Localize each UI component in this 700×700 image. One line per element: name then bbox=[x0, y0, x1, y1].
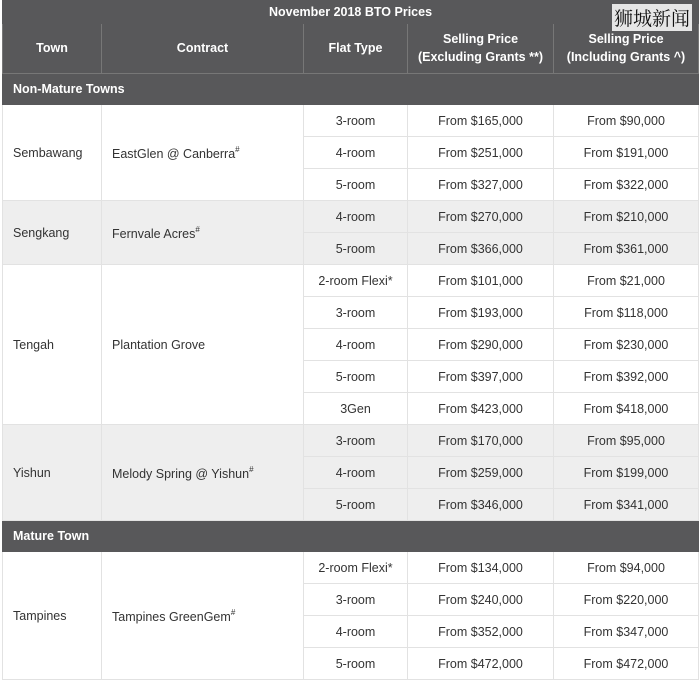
flat-type-cell: 5-room bbox=[304, 648, 408, 680]
price-including-cell: From $361,000 bbox=[554, 233, 699, 265]
header-flat-type: Flat Type bbox=[304, 24, 408, 74]
header-price-excluding: Selling Price (Excluding Grants **) bbox=[408, 24, 554, 74]
town-cell: Tampines bbox=[3, 552, 102, 680]
section-label: Non-Mature Towns bbox=[3, 74, 699, 105]
price-excluding-cell: From $134,000 bbox=[408, 552, 554, 584]
table-row bbox=[3, 425, 699, 457]
flat-type-cell: 5-room bbox=[304, 233, 408, 265]
price-excluding-cell: From $366,000 bbox=[408, 233, 554, 265]
flat-type-cell: 5-room bbox=[304, 169, 408, 201]
price-including-cell: From $220,000 bbox=[554, 584, 699, 616]
flat-type-cell: 3-room bbox=[304, 105, 408, 137]
watermark-text: 狮城新闻 bbox=[612, 4, 692, 31]
flat-type-cell: 3-room bbox=[304, 297, 408, 329]
town-cell: Yishun bbox=[3, 425, 102, 521]
price-excluding-cell: From $290,000 bbox=[408, 329, 554, 361]
price-including-cell: From $472,000 bbox=[554, 648, 699, 680]
header-price-including: Selling Price (Including Grants ^) bbox=[554, 24, 699, 74]
contract-cell bbox=[102, 425, 304, 521]
town-cell: Sembawang bbox=[3, 105, 102, 201]
town-cell: Sengkang bbox=[3, 201, 102, 265]
contract-footnote-mark: # bbox=[230, 607, 236, 617]
table-row bbox=[3, 552, 699, 584]
flat-type-cell: 2-room Flexi* bbox=[304, 552, 408, 584]
price-including-cell: From $347,000 bbox=[554, 616, 699, 648]
flat-type-cell: 3Gen bbox=[304, 393, 408, 425]
price-excluding-cell: From $193,000 bbox=[408, 297, 554, 329]
flat-type-cell: 5-room bbox=[304, 361, 408, 393]
price-excluding-cell: From $270,000 bbox=[408, 201, 554, 233]
price-excluding-cell: From $352,000 bbox=[408, 616, 554, 648]
price-including-cell: From $418,000 bbox=[554, 393, 699, 425]
table-row bbox=[3, 105, 699, 137]
town-cell: Tengah bbox=[3, 265, 102, 425]
price-including-cell: From $95,000 bbox=[554, 425, 699, 457]
price-including-cell: From $90,000 bbox=[554, 105, 699, 137]
contract-cell bbox=[102, 201, 304, 265]
contract-footnote-mark: # bbox=[235, 144, 240, 154]
bto-price-table bbox=[2, 0, 699, 680]
flat-type-cell: 4-room bbox=[304, 137, 408, 169]
flat-type-cell: 4-room bbox=[304, 329, 408, 361]
price-including-cell: From $199,000 bbox=[554, 457, 699, 489]
table-title: November 2018 BTO Prices bbox=[3, 1, 699, 24]
flat-type-cell: 3-room bbox=[304, 425, 408, 457]
price-including-cell: From $341,000 bbox=[554, 489, 699, 521]
price-including-cell: From $21,000 bbox=[554, 265, 699, 297]
contract-name: Melody Spring @ Yishun bbox=[112, 466, 250, 481]
contract-cell bbox=[102, 105, 304, 201]
contract-name: EastGlen @ Canberra bbox=[112, 146, 236, 161]
price-excluding-cell: From $240,000 bbox=[408, 584, 554, 616]
price-excluding-cell: From $101,000 bbox=[408, 265, 554, 297]
price-excluding-cell: From $251,000 bbox=[408, 137, 554, 169]
contract-name: Fernvale Acres bbox=[112, 226, 196, 241]
flat-type-cell: 5-room bbox=[304, 489, 408, 521]
contract-name: Tampines GreenGem bbox=[112, 609, 231, 624]
price-including-cell: From $210,000 bbox=[554, 201, 699, 233]
section-row bbox=[3, 521, 699, 552]
price-including-cell: From $392,000 bbox=[554, 361, 699, 393]
price-excluding-cell: From $423,000 bbox=[408, 393, 554, 425]
price-excluding-cell: From $346,000 bbox=[408, 489, 554, 521]
contract-footnote-mark: # bbox=[195, 224, 200, 234]
header-town: Town bbox=[3, 24, 102, 74]
flat-type-cell: 2-room Flexi* bbox=[304, 265, 408, 297]
contract-cell bbox=[102, 552, 304, 680]
header-contract: Contract bbox=[102, 24, 304, 74]
price-excluding-cell: From $472,000 bbox=[408, 648, 554, 680]
price-including-cell: From $118,000 bbox=[554, 297, 699, 329]
price-including-cell: From $322,000 bbox=[554, 169, 699, 201]
section-label: Mature Town bbox=[3, 521, 699, 552]
price-excluding-cell: From $327,000 bbox=[408, 169, 554, 201]
table-row bbox=[3, 201, 699, 233]
contract-name: Plantation Grove bbox=[112, 337, 206, 352]
price-including-cell: From $191,000 bbox=[554, 137, 699, 169]
price-excluding-cell: From $259,000 bbox=[408, 457, 554, 489]
flat-type-cell: 4-room bbox=[304, 201, 408, 233]
price-excluding-cell: From $397,000 bbox=[408, 361, 554, 393]
flat-type-cell: 4-room bbox=[304, 457, 408, 489]
price-excluding-cell: From $170,000 bbox=[408, 425, 554, 457]
price-excluding-cell: From $165,000 bbox=[408, 105, 554, 137]
contract-cell bbox=[102, 265, 304, 425]
price-including-cell: From $94,000 bbox=[554, 552, 699, 584]
contract-footnote-mark: # bbox=[249, 464, 254, 474]
flat-type-cell: 4-room bbox=[304, 616, 408, 648]
price-including-cell: From $230,000 bbox=[554, 329, 699, 361]
flat-type-cell: 3-room bbox=[304, 584, 408, 616]
section-row bbox=[3, 74, 699, 105]
table-row bbox=[3, 265, 699, 297]
